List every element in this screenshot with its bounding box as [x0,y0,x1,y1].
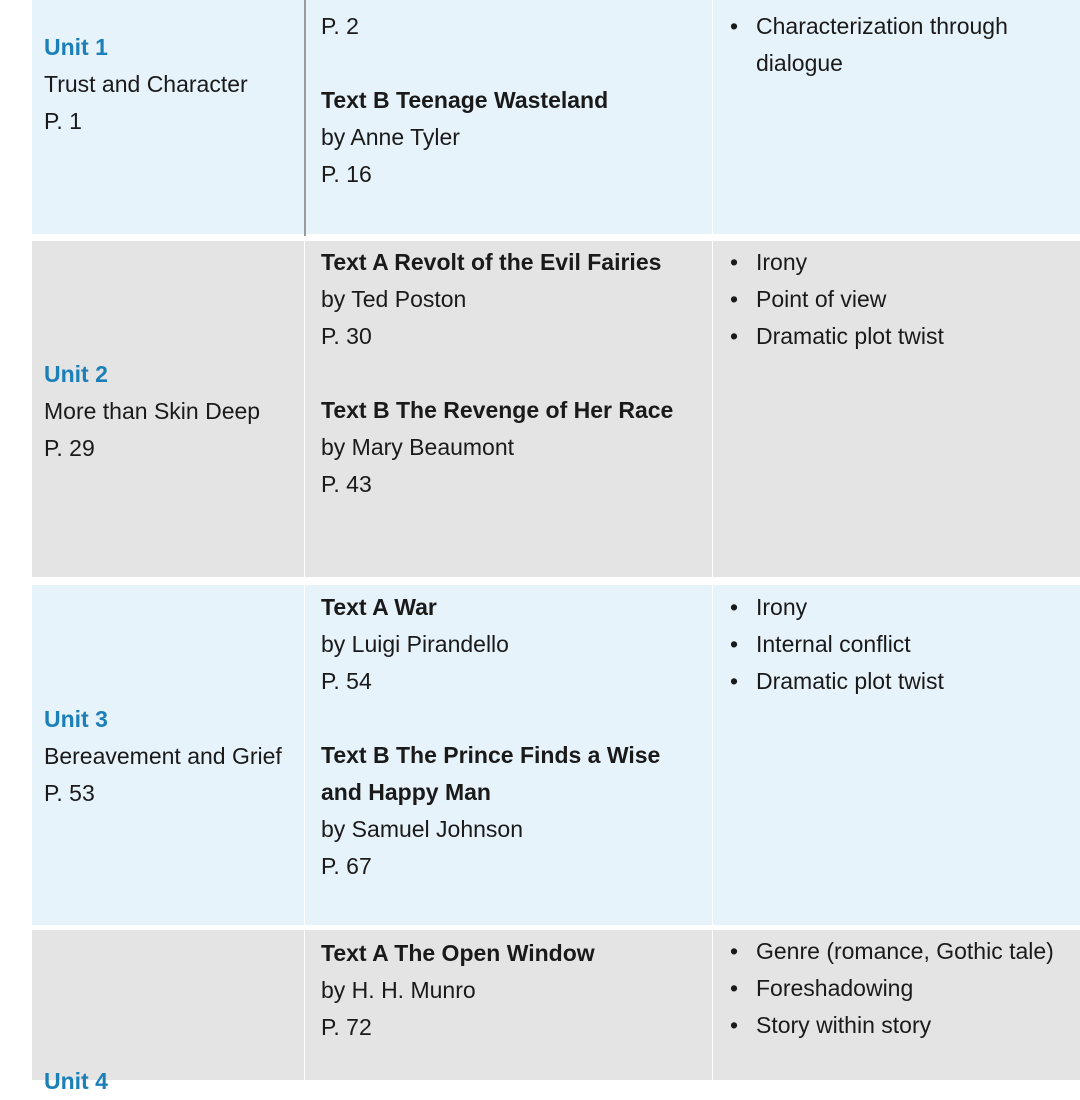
unit-row-3 [32,585,1080,925]
feature-item: • Irony [728,244,944,281]
unit-label: Unit 2 [44,361,108,387]
unit-row-2 [32,241,1080,577]
unit-theme: Trust and Character [44,71,248,97]
unit-page: P. 53 [44,780,95,806]
column-divider [304,585,305,925]
unit-info [44,356,260,467]
feature-item: • Irony [728,589,944,626]
unit-features [728,8,1008,82]
unit-page: P. 1 [44,108,82,134]
column-divider [712,930,713,1080]
text-author: by Anne Tyler [321,124,460,150]
text-title: Text A War [321,594,437,620]
feature-item-continued: dialogue [756,50,843,76]
text-page: P. 30 [321,323,372,349]
text-author: by H. H. Munro [321,977,476,1003]
text-page: P. 16 [321,161,372,187]
feature-item: • Story within story [728,1007,1054,1044]
feature-item: • Characterization through [728,8,1008,45]
text-page: P. 72 [321,1014,372,1040]
column-divider [304,0,306,236]
unit-theme: Bereavement and Grief [44,743,282,769]
column-divider [304,241,305,577]
feature-item: • Internal conflict [728,626,944,663]
unit-page: P. 29 [44,435,95,461]
feature-item: • Point of view [728,281,944,318]
column-divider [712,0,713,234]
text-page: P. 54 [321,668,372,694]
feature-item: • Genre (romance, Gothic tale) [728,933,1054,970]
text-title: Text B The Revenge of Her Race [321,397,674,423]
text-author: by Luigi Pirandello [321,631,509,657]
text-title-continued: and Happy Man [321,779,491,805]
unit-info [44,701,282,812]
unit-label: Unit 1 [44,34,108,60]
unit-texts [321,935,595,1046]
text-title: Text A The Open Window [321,940,595,966]
unit-features [728,244,944,355]
unit-label: Unit 3 [44,706,108,732]
column-divider [304,930,305,1080]
unit-features [728,933,1054,1044]
unit-label: Unit 4 [44,1068,108,1094]
text-author: by Samuel Johnson [321,816,524,842]
unit-texts [321,8,608,193]
unit-row-1 [32,0,1080,234]
unit-theme: More than Skin Deep [44,398,261,424]
text-page: P. 43 [321,471,372,497]
text-title: Text B Teenage Wasteland [321,87,609,113]
text-page: P. 2 [321,13,359,39]
unit-row-4 [32,930,1080,1094]
unit-info [44,29,248,140]
unit-features [728,589,944,700]
text-page: P. 67 [321,853,372,879]
feature-item: • Dramatic plot twist [728,318,944,355]
text-author: by Mary Beaumont [321,434,515,460]
text-author: by Ted Poston [321,286,467,312]
feature-item: • Foreshadowing [728,970,1054,1007]
unit-texts [321,589,660,885]
text-title: Text B The Prince Finds a Wise [321,742,661,768]
text-title: Text A Revolt of the Evil Fairies [321,249,662,275]
feature-item: • Dramatic plot twist [728,663,944,700]
column-divider [712,585,713,925]
unit-texts [321,244,673,503]
unit-info [44,1063,108,1100]
column-divider [712,241,713,577]
